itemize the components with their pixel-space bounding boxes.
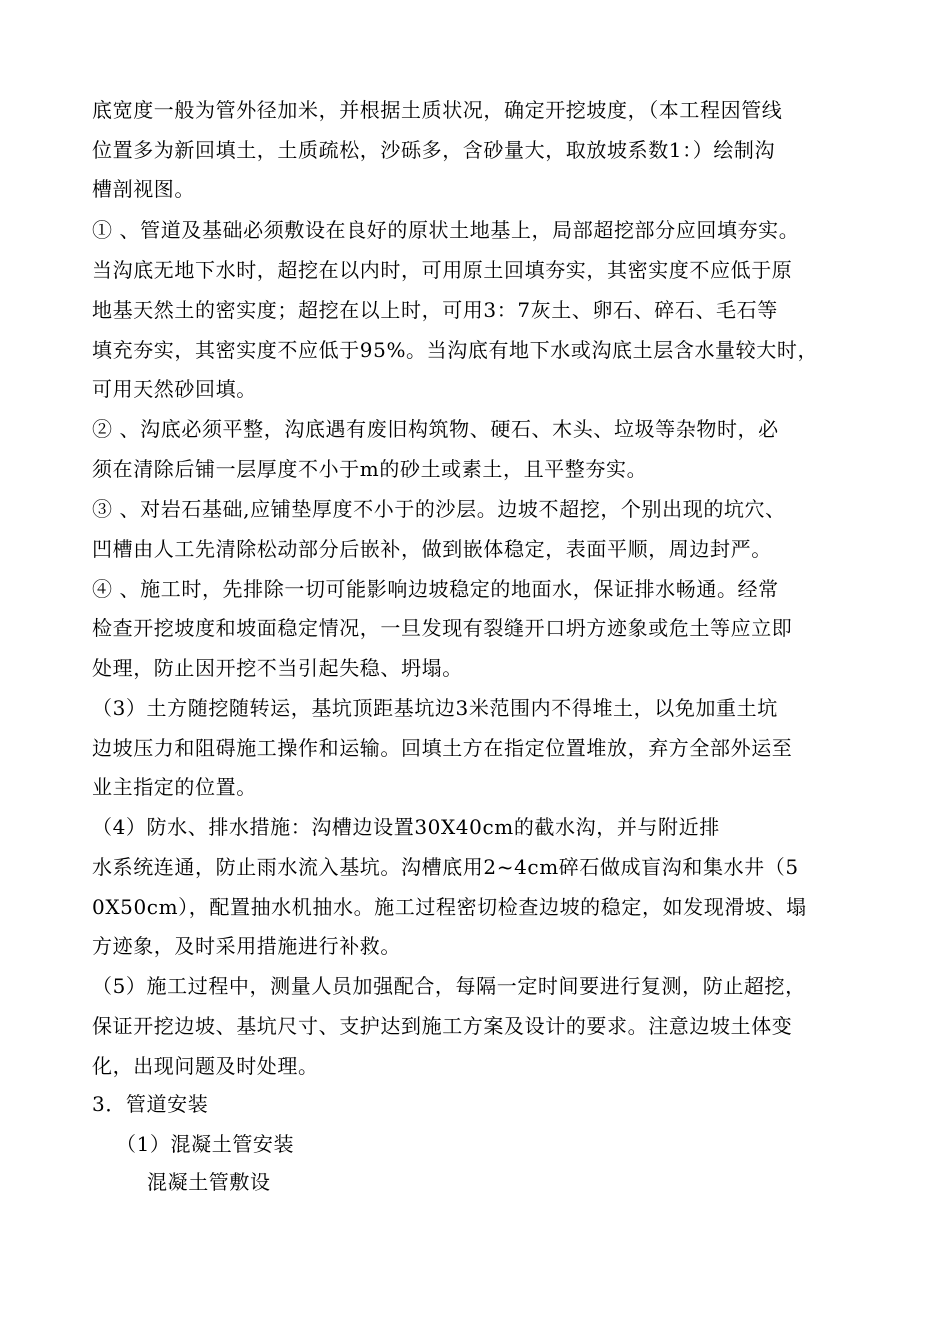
text-line-9: ② 、沟底必须平整，沟底遇有废旧构筑物、硬石、木头、垃圾等杂物时，必: [92, 417, 779, 441]
text-line-10: 须在清除后铺一层厚度不小于m的砂土或素土，且平整夯实。: [92, 457, 648, 481]
text-line-21: 0X50cm），配置抽水机抽水。施工过程密切检查边坡的稳定，如发现滑坡、塌: [92, 895, 807, 919]
text-line-18: 业主指定的位置。: [92, 775, 257, 799]
text-line-25: 化，出现问题及时处理。: [92, 1054, 319, 1078]
text-line-23: （5）施工过程中，测量人员加强配合，每隔一定时间要进行复测，防止超挖，: [92, 974, 806, 998]
subsection-heading-1: （1）混凝土管安装: [116, 1132, 295, 1156]
text-line-8: 可用天然砂回填。: [92, 377, 257, 401]
text-line-11: ③ 、对岩石基础,应铺垫厚度不小于的沙层。边坡不超挖，个别出现的坑穴、: [92, 497, 786, 521]
text-line-6: 地基天然土的密实度；超挖在以上时，可用3：7灰土、卵石、碎石、毛石等: [92, 298, 778, 322]
text-line-14: 检查开挖坡度和坡面稳定情况，一旦发现有裂缝开口坍方迹象或危土等应立即: [92, 616, 793, 640]
sub-subsection-heading: 混凝土管敷设: [147, 1170, 271, 1194]
text-line-2: 位置多为新回填土，土质疏松，沙砾多，含砂量大，取放坡系数1：）绘制沟: [92, 138, 776, 162]
text-line-4: ① 、管道及基础必须敷设在良好的原状土地基上，局部超挖部分应回填夯实。: [92, 218, 800, 242]
section-heading-3: 3．管道安装: [92, 1092, 209, 1116]
text-line-13: ④ 、施工时，先排除一切可能影响边坡稳定的地面水，保证排水畅通。经常: [92, 577, 779, 601]
text-line-24: 保证开挖边坡、基坑尺寸、支护达到施工方案及设计的要求。注意边坡土体变: [92, 1014, 793, 1038]
text-line-17: 边坡压力和阻碍施工操作和运输。回填土方在指定位置堆放，弃方全部外运至: [92, 736, 793, 760]
text-line-16: （3）土方随挖随转运，基坑顶距基坑边3米范围内不得堆土，以免加重土坑: [92, 696, 778, 720]
text-line-20: 水系统连通，防止雨水流入基坑。沟槽底用2~4cm碎石做成盲沟和集水井（5: [92, 855, 799, 879]
text-line-1: 底宽度一般为管外径加米，并根据土质状况，确定开挖坡度，（本工程因管线: [92, 98, 783, 122]
text-line-7: 填充夯实，其密实度不应低于95%。当沟底有地下水或沟底土层含水量较大时，: [92, 338, 819, 362]
text-line-15: 处理，防止因开挖不当引起失稳、坍塌。: [92, 656, 463, 680]
text-line-19: （4）防水、排水措施：沟槽边设置30X40cm的截水沟，并与附近排: [92, 815, 720, 839]
text-line-12: 凹槽由人工先清除松动部分后嵌补，做到嵌体稳定，表面平顺，周边封严。: [92, 537, 772, 561]
text-line-3: 槽剖视图。: [92, 177, 195, 201]
text-line-22: 方迹象，及时采用措施进行补救。: [92, 934, 401, 958]
text-line-5: 当沟底无地下水时，超挖在以内时，可用原土回填夯实，其密实度不应低于原: [92, 258, 793, 282]
